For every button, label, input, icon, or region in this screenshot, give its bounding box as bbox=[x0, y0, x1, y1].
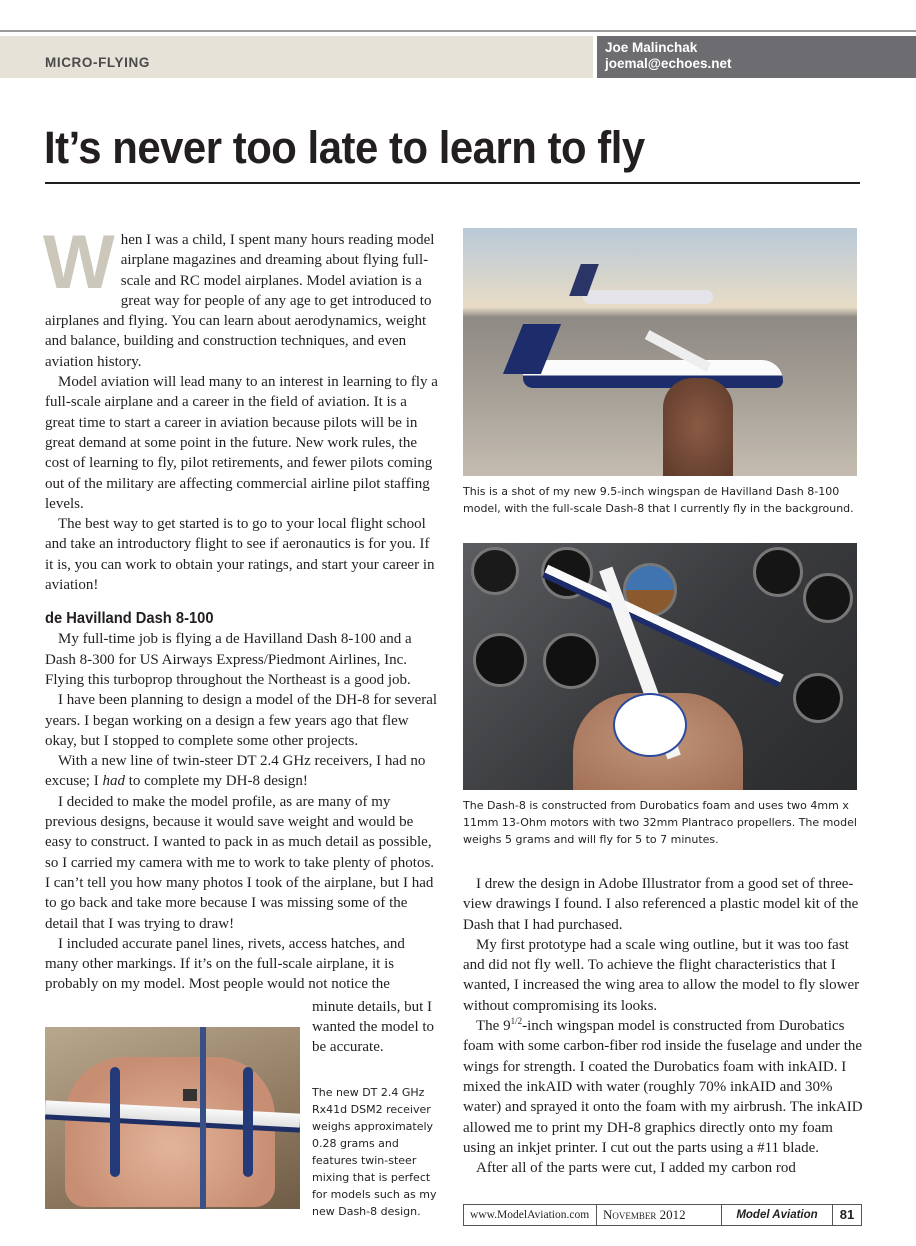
paragraph: My full-time job is flying a de Havilland Dash 8-100 and a Dash 8-300 for US Airways Express/Piedmont Airlines, Inc. Flying this turboprop throughout the Northeast is a good job. bbox=[45, 631, 412, 688]
title-rule bbox=[45, 182, 860, 184]
paragraph: minute details, but I wanted the model to be accurate. bbox=[312, 998, 435, 1056]
receiver-photo bbox=[45, 1027, 300, 1209]
fraction: 1/2 bbox=[510, 1016, 523, 1027]
paragraph-text: hen I was a child, I spent many hours reading model airplane magazines and dreaming about flying full-scale and RC model airplanes. Model aviation is a great way for people of any age to get introduced to airplanes and flying. You can learn about aerodynamics, weight and balance, building and construction techniques, and even aviation history. bbox=[45, 232, 435, 370]
full-scale-plane bbox=[583, 290, 713, 304]
footer-date: November 2012 bbox=[597, 1205, 722, 1225]
article-title: It’s never too late to learn to fly bbox=[44, 122, 645, 173]
receiver-caption: The new DT 2.4 GHz Rx41d DSM2 receiver weighs approximately 0.28 grams and features twin-steer mixing that is perfect for models such as my new Dash-8 design. bbox=[312, 1085, 437, 1218]
receiver bbox=[183, 1089, 197, 1101]
footer-url: www.ModelAviation.com bbox=[464, 1205, 597, 1225]
author-bar bbox=[597, 36, 916, 78]
receiver-row bbox=[45, 997, 440, 1220]
paragraph: I included accurate panel lines, rivets, access hatches, and many other markings. If it’s on the full-scale airplane, it is probably on my model. Most people would not notice the bbox=[45, 935, 405, 993]
text: With a new line of twin-steer DT 2.4 GHz receivers, I had no excuse; I bbox=[45, 753, 426, 790]
paragraph: The best way to get started is to go to your local flight school and take an introductory flight to see if aeronautics is for you. If it is, you can work to obtain your ratings, and start your career in aviation! bbox=[45, 516, 435, 594]
paragraph bbox=[45, 751, 440, 792]
top-rule bbox=[0, 30, 916, 32]
author-email: joemal@echoes.net bbox=[605, 56, 732, 71]
gauge bbox=[473, 633, 527, 687]
gauge bbox=[753, 547, 803, 597]
gauge bbox=[543, 633, 599, 689]
paragraph bbox=[463, 1016, 863, 1158]
airport-photo bbox=[463, 228, 857, 476]
left-column bbox=[43, 220, 440, 1220]
paragraph: I drew the design in Adobe Illustrator from a good set of three-view drawings I found. I also referenced a plastic model kit of the Dash that I had purchased. bbox=[463, 876, 859, 933]
author-name: Joe Malinchak bbox=[605, 40, 698, 55]
emphasis: had bbox=[102, 773, 125, 790]
page-footer bbox=[463, 1204, 862, 1226]
paragraph: After all of the parts were cut, I added my carbon rod bbox=[476, 1160, 796, 1177]
page-number: 81 bbox=[839, 1207, 855, 1222]
text: The 9 bbox=[476, 1018, 511, 1035]
nacelle bbox=[243, 1067, 253, 1177]
model-fuselage bbox=[523, 360, 783, 388]
hand bbox=[663, 378, 733, 476]
subheading: de Havilland Dash 8-100 bbox=[45, 610, 214, 628]
paragraph bbox=[43, 220, 440, 372]
gauge bbox=[803, 573, 853, 623]
section-label: MICRO-FLYING bbox=[45, 55, 150, 70]
photo1-caption: This is a shot of my new 9.5-inch wingspan de Havilland Dash 8-100 model, with the full-scale Dash-8 that I currently fly in the background. bbox=[463, 485, 854, 515]
paragraph: My first prototype had a scale wing outline, but it was too fast and did not fly well. To achieve the flight characteristics that I wanted, I increased the wing area to allow the model to fly slower without compromising its looks. bbox=[463, 936, 860, 1014]
cockpit-photo bbox=[463, 543, 857, 790]
section-bar bbox=[0, 36, 593, 78]
receiver-side bbox=[312, 997, 440, 1220]
right-column bbox=[463, 797, 863, 1178]
nacelle bbox=[110, 1067, 120, 1177]
photo2-caption: The Dash-8 is constructed from Durobatics foam and uses two 4mm x 11mm 13-Ohm motors with two 32mm Plantraco propellers. The model weighs 5 grams and will fly for 5 to 7 minutes. bbox=[463, 799, 857, 846]
model-stand bbox=[613, 693, 687, 757]
text: -inch wingspan model is constructed from Durobatics foam with some carbon-fiber rod inside the fuselage and under the wings for strength. I coated the Durobatics foam with inkAID. I mixed the inkAID with water (roughly 70% inkAID and 30% water) and sprayed it onto the foam with my airbrush. The inkAID allowed me to print my DH-8 graphics directly onto my foam using an inkjet printer. I cut out the parts using a #11 blade. bbox=[463, 1018, 863, 1156]
fuselage bbox=[200, 1027, 206, 1209]
footer-magazine: Model Aviation bbox=[722, 1205, 833, 1225]
paragraph: I have been planning to design a model of the DH-8 for several years. I began working on a design a few years ago that flew okay, but I stopped to complete some other projects. bbox=[45, 692, 438, 749]
gauge bbox=[471, 547, 519, 595]
text: to complete my DH-8 design! bbox=[124, 773, 308, 790]
drop-cap: W bbox=[43, 220, 115, 305]
paragraph: I decided to make the model profile, as are many of my previous designs, because it would save weight and would be easy to construct. I wanted to pack in as much detail as possible, so I carried my camera with me to work to take plenty of photos. I can’t tell you how many photos I took of the airplane, but I had to go back and take more because I was missing some of the detail that I was trying to draw! bbox=[45, 793, 435, 932]
paragraph: Model aviation will lead many to an interest in learning to fly a full-scale airplane and a career in the field of aviation. It is a great time to start a career in aviation because pilots will be in great demand at some point in the future. New work rules, the cost of learning to fly, pilot retirements, and fewer pilots coming out of the military are affecting commercial airline pilot staffing levels. bbox=[45, 374, 438, 512]
gauge bbox=[793, 673, 843, 723]
